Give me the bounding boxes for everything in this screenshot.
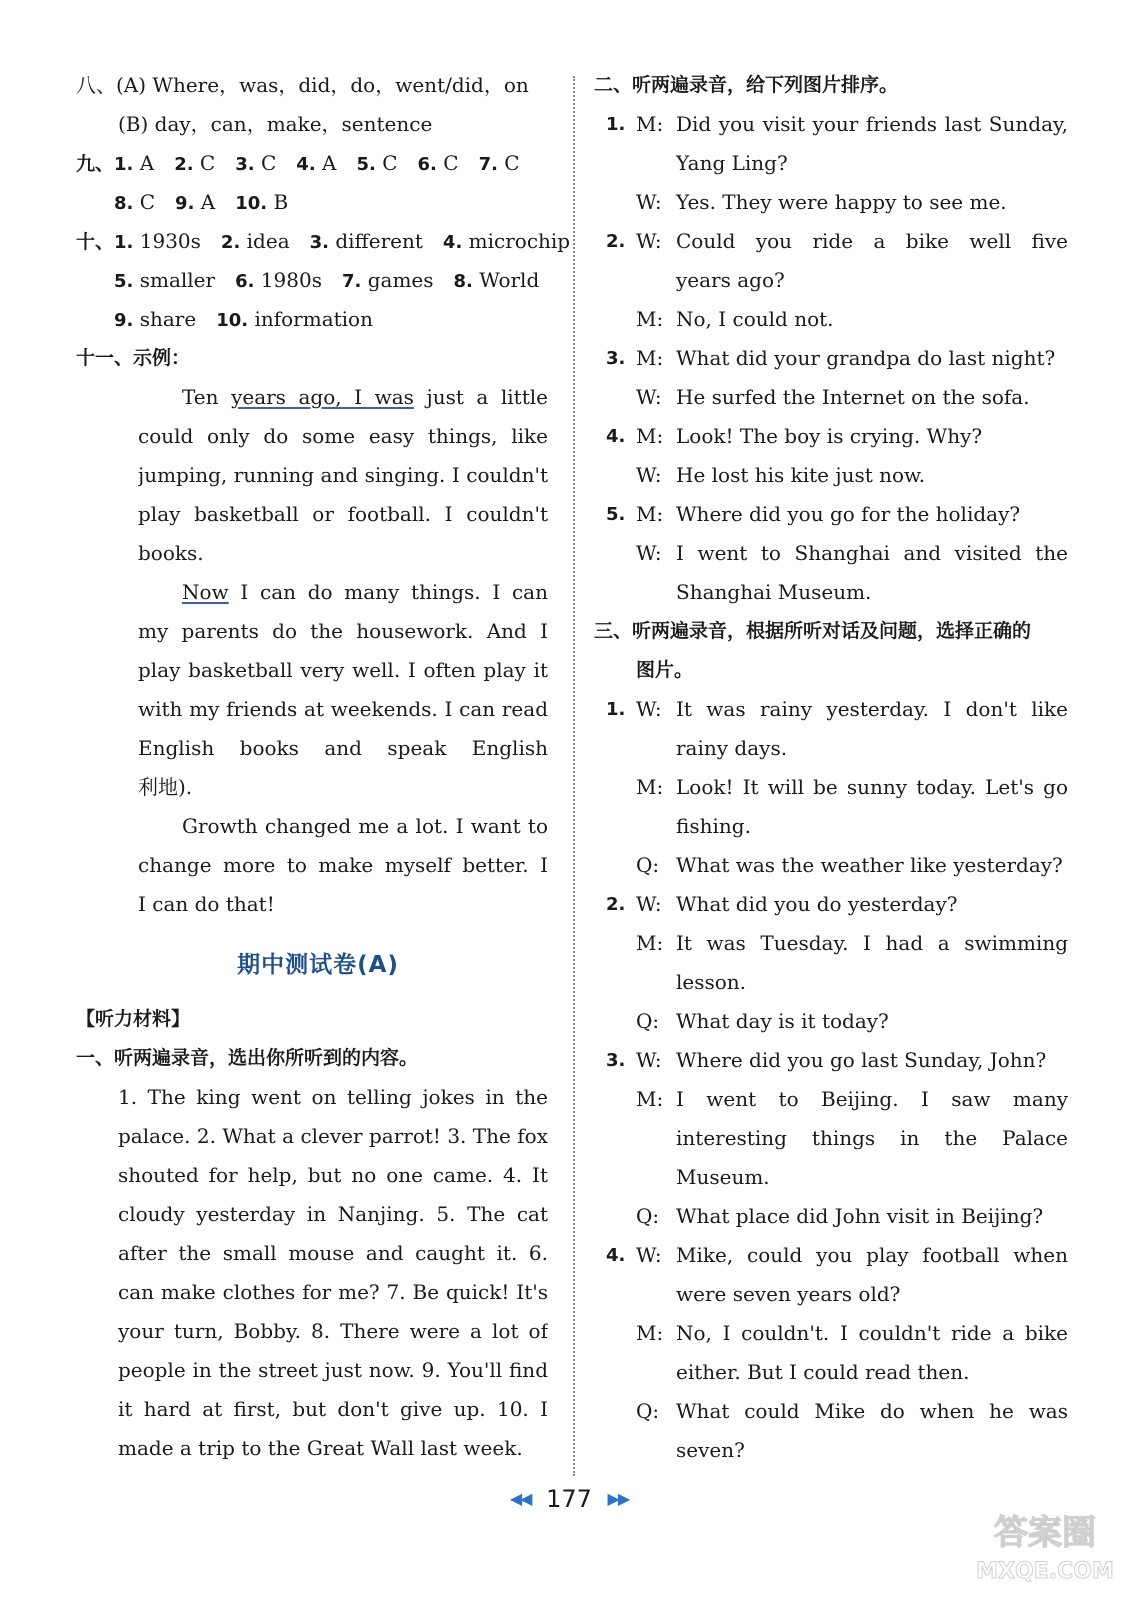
- dialogue-number: [594, 1002, 636, 1041]
- section-11-label: 十一、示例：: [76, 347, 191, 369]
- answer-number: 4.: [296, 154, 316, 175]
- speaker-label: M:: [636, 1321, 664, 1345]
- answer-number: 9.: [175, 193, 195, 214]
- answer-item: [479, 144, 520, 184]
- answer-item: [114, 222, 201, 262]
- answer-value: A: [194, 190, 216, 214]
- speaker-label: M:: [636, 307, 664, 331]
- page-footer: [0, 1485, 1138, 1513]
- dialogue-line: [594, 1275, 1068, 1314]
- dialogue-text: What did you do yesterday?: [676, 892, 958, 916]
- speaker-label: W:: [636, 541, 662, 565]
- dialogue-text: Shanghai Museum.: [676, 580, 872, 604]
- answer-value: smaller: [133, 268, 216, 292]
- dialogue-number: [594, 573, 636, 612]
- question-2-dialogues: [594, 105, 1068, 612]
- test-title: 期中测试卷(A): [237, 952, 399, 978]
- speaker-label: M:: [636, 931, 664, 955]
- dialogue-line: [594, 1236, 1068, 1275]
- dialogue-line: [594, 495, 1068, 534]
- dialogue-text: Where did you go for the holiday?: [676, 502, 1021, 526]
- question-1-title: 一、听两遍录音，选出你所听到的内容。: [76, 1047, 419, 1069]
- answer-number: 3.: [235, 154, 255, 175]
- speaker-label: W:: [636, 229, 662, 253]
- dialogue-line: [594, 885, 1068, 924]
- dialogue-number: [594, 1353, 636, 1392]
- dialogue-number: [594, 1392, 636, 1431]
- section-10-label: 十、: [76, 231, 115, 253]
- answer-item: [114, 183, 155, 223]
- transcript-line: people in the street just now. 9. You'll find: [118, 1358, 548, 1382]
- speaker-label: W:: [636, 1243, 662, 1267]
- dialogue-number: [594, 300, 636, 339]
- answer-number: 1.: [114, 154, 134, 175]
- speaker-label: [636, 573, 676, 612]
- essay-line: play basketball very well. I often play it: [138, 658, 548, 682]
- speaker-label: Q:: [636, 1009, 660, 1033]
- speaker-label: M:: [636, 424, 664, 448]
- dialogue-number: 2.: [606, 894, 626, 915]
- answer-value: 1980s: [254, 268, 322, 292]
- transcript-line: it hard at first, but don't give up. 10. I: [118, 1397, 548, 1421]
- dialogue-text: rainy days.: [676, 736, 788, 760]
- essay-line: with my friends at weekends. I can read: [138, 697, 548, 721]
- dialogue-line: [594, 222, 1068, 261]
- dialogue-text: interesting things in the Palace: [676, 1126, 1068, 1150]
- answer-item: [296, 144, 336, 184]
- answer-number: 10.: [216, 310, 249, 331]
- dialogue-text: Did you visit your friends last Sunday,: [676, 112, 1068, 136]
- answer-value: C: [193, 151, 216, 175]
- dialogue-number: 5.: [606, 504, 626, 525]
- speaker-label: M:: [636, 1087, 664, 1111]
- answer-item: [114, 144, 154, 184]
- answer-item: [454, 261, 540, 301]
- dialogue-line: [594, 1119, 1068, 1158]
- section-10-answers-row-2: [114, 268, 559, 292]
- answer-item: [443, 222, 570, 262]
- essay-line: Ten years ago, I was just a little: [182, 385, 548, 409]
- dialogue-text: What did your grandpa do last night?: [676, 346, 1056, 370]
- answer-number: 5.: [356, 154, 376, 175]
- answer-value: World: [472, 268, 540, 292]
- dialogue-line: [594, 300, 1068, 339]
- answer-item: [235, 144, 276, 184]
- dialogue-number: 3.: [606, 348, 626, 369]
- transcript-line: shouted for help, but no one came. 4. It: [118, 1163, 548, 1187]
- answer-number: 1.: [114, 232, 134, 253]
- dialogue-text: were seven years old?: [676, 1282, 901, 1306]
- answer-number: 8.: [453, 271, 473, 292]
- dialogue-text: I went to Shanghai and visited the: [676, 541, 1068, 565]
- dialogue-text: I went to Beijing. I saw many: [676, 1087, 1068, 1111]
- dialogue-line: [594, 105, 1068, 144]
- dialogue-line: [594, 1002, 1068, 1041]
- essay-line: Growth changed me a lot. I want to: [182, 814, 548, 838]
- sample-essay: [76, 378, 548, 924]
- answer-value: 1930s: [133, 229, 201, 253]
- essay-line: change more to make myself better. I: [138, 853, 548, 877]
- answer-value: different: [329, 229, 423, 253]
- dialogue-number: 2.: [606, 231, 626, 252]
- dialogue-line: [594, 1353, 1068, 1392]
- dialogue-number: 1.: [606, 114, 626, 135]
- dialogue-text: Where did you go last Sunday, John?: [676, 1048, 1047, 1072]
- right-column: [594, 66, 1068, 1470]
- answer-item: [114, 261, 215, 301]
- answer-value: C: [436, 151, 459, 175]
- dialogue-number: 1.: [606, 699, 626, 720]
- answer-number: 6.: [417, 154, 437, 175]
- answer-value: C: [497, 151, 520, 175]
- essay-line: my parents do the housework. And I: [138, 619, 548, 643]
- section-10-row-3: [76, 300, 560, 339]
- transcript-line: your turn, Bobby. 8. There were a lot of: [118, 1319, 548, 1343]
- speaker-label: Q:: [636, 1204, 660, 1228]
- essay-line: jumping, running and singing. I couldn't: [138, 463, 548, 487]
- dialogue-number: 3.: [606, 1050, 626, 1071]
- speaker-label: [636, 729, 676, 768]
- dialogue-line: [594, 573, 1068, 612]
- answer-item: [216, 300, 373, 340]
- dialogue-number: 4.: [606, 1245, 626, 1266]
- dialogue-line: [594, 729, 1068, 768]
- dialogue-line: [594, 183, 1068, 222]
- essay-line: books.: [138, 541, 204, 565]
- dialogue-number: [594, 183, 636, 222]
- speaker-label: [636, 1353, 676, 1392]
- answer-number: 5.: [114, 271, 134, 292]
- section-10-row-2: [76, 261, 560, 300]
- answer-value: microchip: [462, 229, 571, 253]
- dialogue-line: [594, 924, 1068, 963]
- next-arrows-icon: ▶▶: [607, 1489, 629, 1508]
- dialogue-number: [594, 846, 636, 885]
- dialogue-text: Museum.: [676, 1165, 770, 1189]
- column-divider: [573, 76, 575, 1476]
- question-3-dialogues: [594, 690, 1068, 1470]
- dialogue-line: [594, 1431, 1068, 1470]
- dialogue-text: seven?: [676, 1438, 745, 1462]
- speaker-label: M:: [636, 346, 664, 370]
- dialogue-line: [594, 1392, 1068, 1431]
- prev-arrows-icon: ◀◀: [509, 1489, 531, 1508]
- speaker-label: M:: [636, 502, 664, 526]
- section-10-row-1: [76, 222, 571, 261]
- dialogue-line: [594, 807, 1068, 846]
- dialogue-number: [594, 729, 636, 768]
- speaker-label: W:: [636, 892, 662, 916]
- question-1-transcript: [76, 1078, 548, 1468]
- dialogue-line: [594, 378, 1068, 417]
- dialogue-line: [594, 1041, 1068, 1080]
- dialogue-text: Look! It will be sunny today. Let's go: [676, 775, 1068, 799]
- speaker-label: W:: [636, 385, 662, 409]
- dialogue-text: Look! The boy is crying. Why?: [676, 424, 983, 448]
- essay-line: English books and speak English: [138, 736, 548, 760]
- transcript-line: can make clothes for me? 7. Be quick! It's: [118, 1280, 548, 1304]
- speaker-label: W:: [636, 463, 662, 487]
- answer-number: 4.: [442, 232, 463, 253]
- dialogue-number: [594, 1119, 636, 1158]
- dialogue-text: It was Tuesday. I had a swimming: [676, 931, 1068, 955]
- answer-number: 7.: [478, 154, 498, 175]
- dialogue-text: years ago?: [676, 268, 785, 292]
- dialogue-number: [594, 963, 636, 1002]
- dialogue-number: [594, 1275, 636, 1314]
- speaker-label: [636, 144, 676, 183]
- dialogue-number: [594, 456, 636, 495]
- speaker-label: M:: [636, 775, 664, 799]
- essay-line: 利地).: [138, 775, 193, 799]
- section-9-answers-row-2: [114, 190, 308, 214]
- dialogue-text: It was rainy yesterday. I don't like: [676, 697, 1068, 721]
- dialogue-line: [594, 456, 1068, 495]
- answer-number: 9.: [114, 310, 134, 331]
- transcript-line: after the small mouse and caught it. 6.: [118, 1241, 548, 1265]
- dialogue-text: Could you ride a bike well five: [676, 229, 1068, 253]
- speaker-label: M:: [636, 112, 664, 136]
- dialogue-text: No, I could not.: [676, 307, 834, 331]
- dialogue-number: [594, 1158, 636, 1197]
- dialogue-text: He surfed the Internet on the sofa.: [676, 385, 1030, 409]
- dialogue-line: [594, 1080, 1068, 1119]
- dialogue-text: No, I couldn't. I couldn't ride a bike: [676, 1321, 1068, 1345]
- dialogue-number: [594, 378, 636, 417]
- answer-item: [175, 183, 215, 223]
- dialogue-number: [594, 261, 636, 300]
- dialogue-text: lesson.: [676, 970, 747, 994]
- speaker-label: Q:: [636, 1399, 660, 1423]
- answer-value: C: [254, 151, 277, 175]
- section-9-row-2: [76, 183, 560, 222]
- dialogue-line: [594, 690, 1068, 729]
- speaker-label: [636, 963, 676, 1002]
- dialogue-text: either. But I could read then.: [676, 1360, 970, 1384]
- dialogue-line: [594, 261, 1068, 300]
- section-9-label: 九、: [76, 153, 115, 175]
- dialogue-line: [594, 417, 1068, 456]
- dialogue-number: [594, 144, 636, 183]
- dialogue-number: [594, 924, 636, 963]
- answer-item: [356, 144, 397, 184]
- dialogue-text: Yes. They were happy to see me.: [676, 190, 1007, 214]
- answer-value: games: [361, 268, 434, 292]
- answer-value: B: [267, 190, 289, 214]
- answer-number: 3.: [309, 232, 329, 253]
- speaker-label: [636, 1275, 676, 1314]
- answer-item: [235, 183, 288, 223]
- dialogue-line: [594, 963, 1068, 1002]
- transcript-line: palace. 2. What a clever parrot! 3. The fox: [118, 1124, 548, 1148]
- transcript-line: made a trip to the Great Wall last week.: [118, 1436, 523, 1460]
- answer-number: 6.: [235, 271, 255, 292]
- transcript-line: 1. The king went on telling jokes in the: [118, 1085, 548, 1109]
- dialogue-text: Yang Ling?: [676, 151, 788, 175]
- dialogue-number: [594, 1431, 636, 1470]
- dialogue-number: [594, 1197, 636, 1236]
- answer-value: A: [133, 151, 155, 175]
- answer-value: A: [315, 151, 337, 175]
- speaker-label: W:: [636, 190, 662, 214]
- section-8-line-a: 八、(A) Where，was，did，do，went/did，on: [76, 73, 529, 97]
- answer-number: 8.: [114, 193, 134, 214]
- answer-number: 7.: [341, 271, 362, 292]
- speaker-label: Q:: [636, 853, 660, 877]
- dialogue-number: [594, 768, 636, 807]
- dialogue-text: What could Mike do when he was: [676, 1399, 1068, 1423]
- answer-value: C: [133, 190, 156, 214]
- dialogue-number: [594, 1080, 636, 1119]
- section-10-answers-row-3: [114, 307, 393, 331]
- answer-item: [342, 261, 434, 301]
- dialogue-line: [594, 144, 1068, 183]
- speaker-label: [636, 1158, 676, 1197]
- answer-number: 10.: [235, 193, 268, 214]
- dialogue-number: [594, 534, 636, 573]
- answer-value: C: [375, 151, 398, 175]
- dialogue-line: [594, 339, 1068, 378]
- question-2-title: 二、听两遍录音，给下列图片排序。: [594, 74, 899, 96]
- section-9-answers-row-1: [114, 151, 540, 175]
- speaker-label: W:: [636, 697, 662, 721]
- dialogue-line: [594, 768, 1068, 807]
- speaker-label: [636, 1431, 676, 1470]
- essay-line: could only do some easy things, like: [138, 424, 548, 448]
- question-3-title: 三、听两遍录音，根据所听对话及问题，选择正确的: [594, 620, 1032, 642]
- dialogue-line: [594, 846, 1068, 885]
- listening-label: 【听力材料】: [76, 1008, 191, 1030]
- dialogue-text: What day is it today?: [676, 1009, 889, 1033]
- speaker-label: [636, 261, 676, 300]
- section-10-answers-row-1: [114, 229, 590, 253]
- watermark-logo: [975, 1500, 1115, 1588]
- transcript-line: cloudy yesterday in Nanjing. 5. The cat: [118, 1202, 548, 1226]
- dialogue-text: What place did John visit in Beijing?: [676, 1204, 1044, 1228]
- essay-line: I can do that!: [138, 892, 275, 916]
- answer-value: information: [248, 307, 373, 331]
- essay-line: play basketball or football. I couldn't: [138, 502, 548, 526]
- svg-text:答案圈: 答案圈: [994, 1513, 1096, 1553]
- answer-value: share: [133, 307, 197, 331]
- answer-item: [418, 144, 459, 184]
- section-9-row-1: [76, 144, 560, 183]
- dialogue-text: fishing.: [676, 814, 751, 838]
- dialogue-line: [594, 534, 1068, 573]
- section-8-line-b: (B) day，can，make，sentence: [118, 112, 433, 136]
- answer-item: [174, 144, 215, 184]
- speaker-label: [636, 1119, 676, 1158]
- dialogue-number: [594, 807, 636, 846]
- svg-text:MXQE.COM: MXQE.COM: [976, 1559, 1114, 1584]
- answer-number: 2.: [174, 154, 194, 175]
- answer-number: 2.: [220, 232, 241, 253]
- dialogue-line: [594, 1197, 1068, 1236]
- question-3-title-cont: 图片。: [636, 659, 694, 681]
- answer-item: [310, 222, 423, 262]
- left-column: [76, 66, 571, 1468]
- answer-item: [114, 300, 196, 340]
- answer-item: [235, 261, 322, 301]
- dialogue-line: [594, 1158, 1068, 1197]
- dialogue-text: He lost his kite just now.: [676, 463, 926, 487]
- dialogue-line: [594, 1314, 1068, 1353]
- page-number: 177: [546, 1485, 592, 1513]
- speaker-label: [636, 807, 676, 846]
- dialogue-text: Mike, could you play football when: [676, 1243, 1068, 1267]
- essay-line: Now I can do many things. I can: [182, 580, 548, 604]
- speaker-label: W:: [636, 1048, 662, 1072]
- dialogue-number: 4.: [606, 426, 626, 447]
- dialogue-text: What was the weather like yesterday?: [676, 853, 1063, 877]
- dialogue-number: [594, 1314, 636, 1353]
- answer-item: [221, 222, 290, 262]
- answer-value: idea: [240, 229, 290, 253]
